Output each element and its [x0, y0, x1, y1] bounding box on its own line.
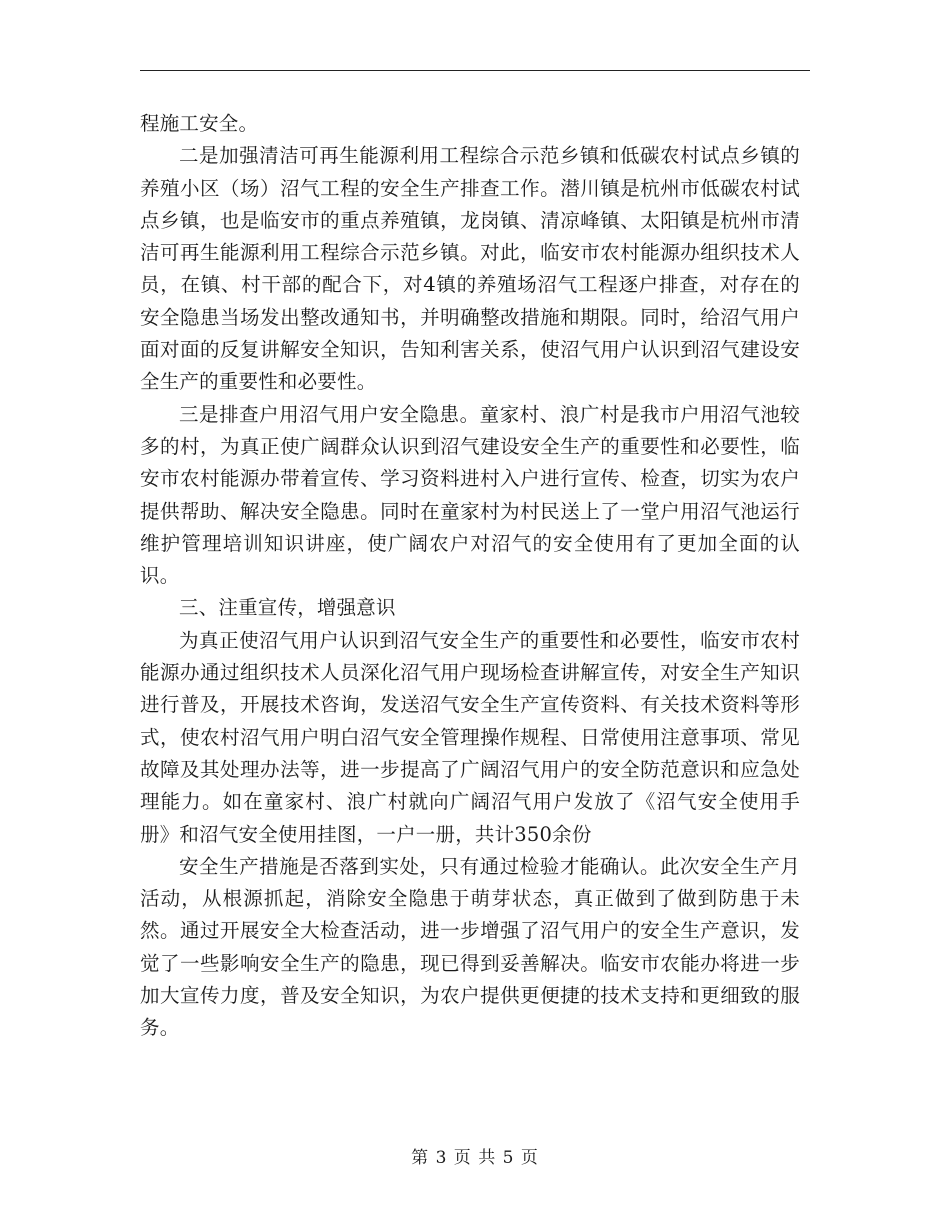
paragraph-continuation: 程施工安全。: [140, 112, 259, 135]
paragraph-conclusion: 安全生产措施是否落到实处，只有通过检验才能确认。此次安全生产月活动，从根源抓起，消除安全隐患于萌芽状态，真正做到了做到防患于未然。通过开展安全大检查活动，进一步增强了沼气用户的安全生产意识，发觉了一些影响安全生产的隐患，现已得到妥善解决。临安市农能办将进一步加大宣传力度，普及安全知识，为农户提供更便捷的技术支持和更细致的服务。: [140, 854, 800, 1040]
page-number-footer: 第 3 页 共 5 页: [411, 1148, 539, 1168]
paragraph-household-biogas-inspection: 三是排查户用沼气用户安全隐患。童家村、浪广村是我市户用沼气池较多的村，为真正使广阔群众认识到沼气建设安全生产的重要性和必要性，临安市农村能源办带着宣传、学习资料进村入户进行宣传、检查，切实为农户提供帮助、解决安全隐患。同时在童家村为村民送上了一堂户用沼气池运行维护管理培训知识讲座，使广阔农户对沼气的安全使用有了更加全面的认识。: [140, 402, 800, 588]
paragraph-biogas-project-inspection: 二是加强清洁可再生能源利用工程综合示范乡镇和低碳农村试点乡镇的养殖小区（场）沼气工程的安全生产排查工作。潜川镇是杭州市低碳农村试点乡镇，也是临安市的重点养殖镇，龙岗镇、清凉峰镇、太阳镇是杭州市清洁可再生能源利用工程综合示范乡镇。对此，临安市农村能源办组织技术人员，在镇、村干部的配合下，对4镇的养殖场沼气工程逐户排查，对存在的安全隐患当场发出整改通知书，并明确整改措施和期限。同时，给沼气用户面对面的反复讲解安全知识，告知利害关系，使沼气用户认识到沼气建设安全生产的重要性和必要性。: [140, 144, 800, 394]
body-text: [140, 108, 800, 1045]
section-heading-publicity: 三、注重宣传，增强意识: [179, 596, 396, 620]
header-rule: [140, 70, 810, 71]
paragraph-publicity: 为真正使沼气用户认识到沼气安全生产的重要性和必要性，临安市农村能源办通过组织技术人员深化沼气用户现场检查讲解宣传，对安全生产知识进行普及，开展技术咨询，发送沼气安全生产宣传资料、有关技术资料等形式，使农村沼气用户明白沼气安全管理操作规程、日常使用注意事项、常见故障及其处理办法等，进一步提高了广阔沼气用户的安全防范意识和应急处理能力。如在童家村、浪广村就向广阔沼气用户发放了《沼气安全使用手册》和沼气安全使用挂图，一户一册，共计350余份: [140, 628, 800, 846]
